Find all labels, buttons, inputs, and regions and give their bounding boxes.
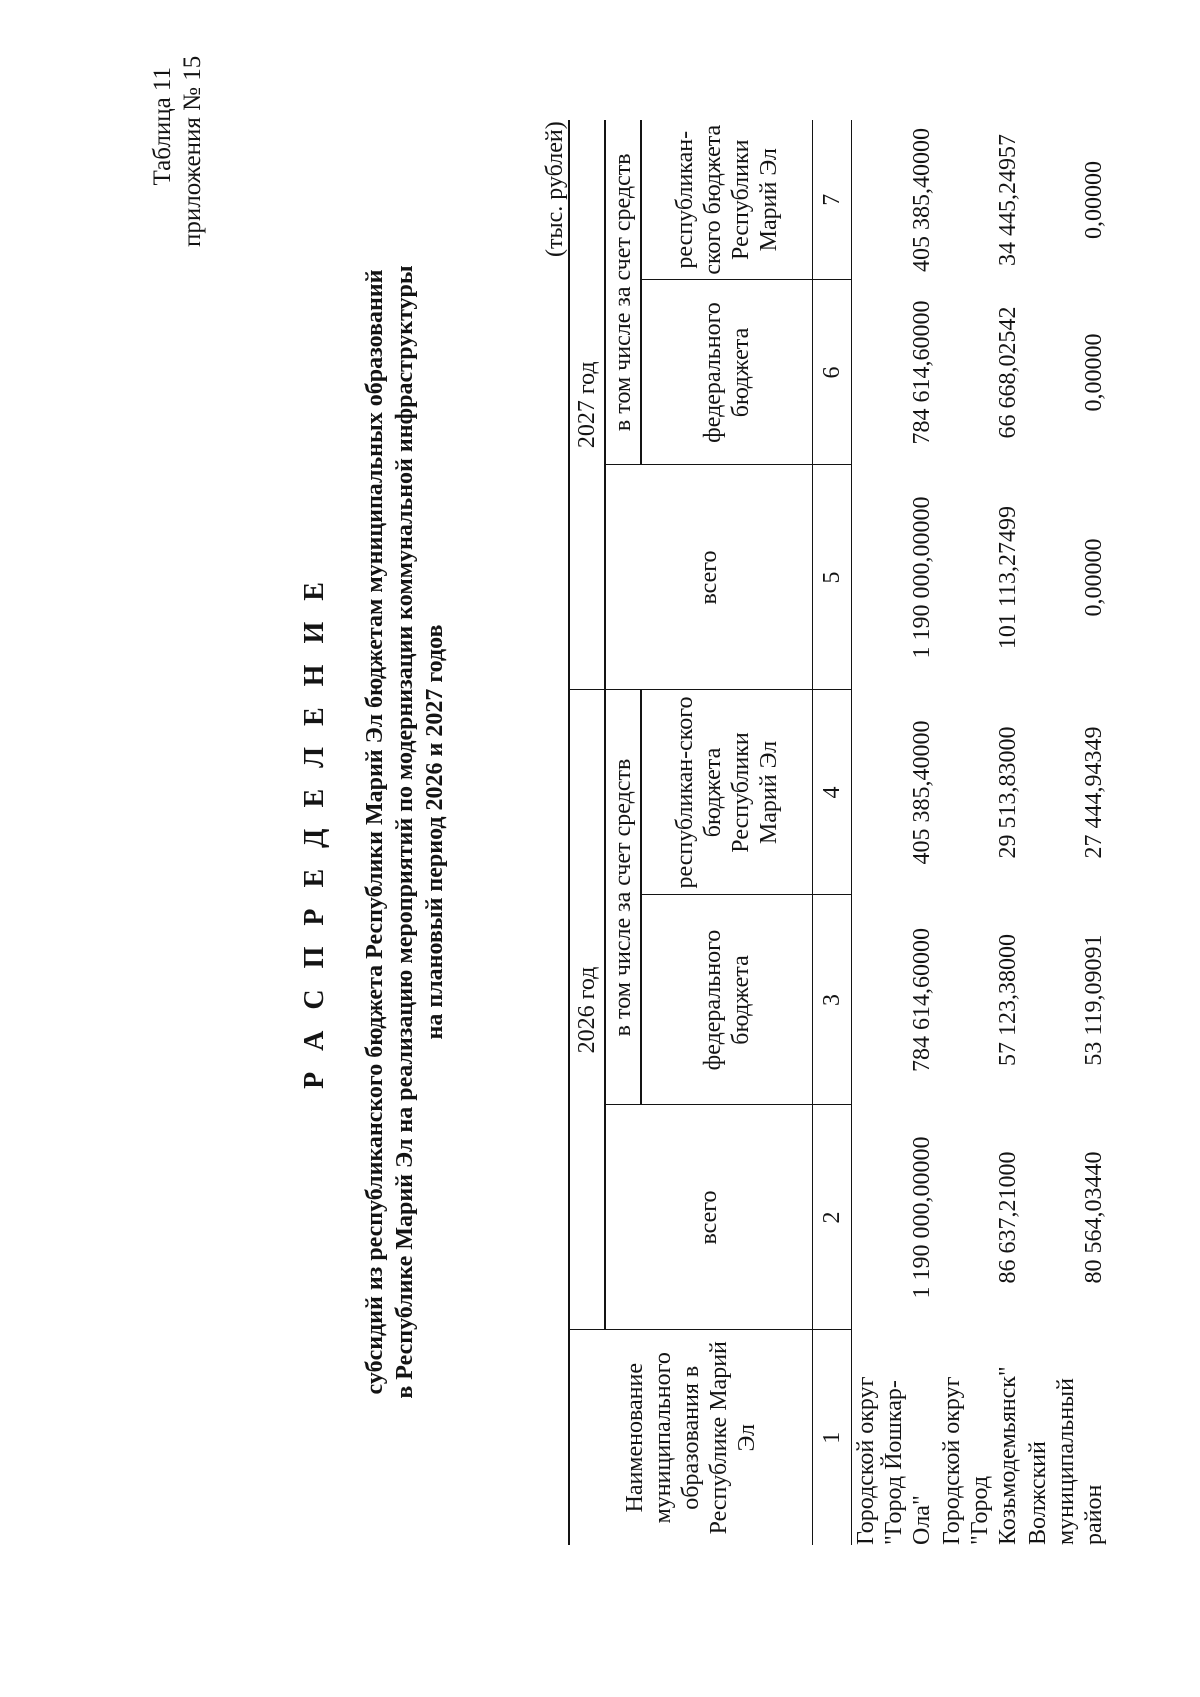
value-2027-federal: 66 668,02542 — [995, 306, 1021, 439]
header-year-2026: 2026 год — [569, 690, 605, 1330]
value-2027-republic: 0,00000 — [1081, 161, 1107, 239]
value-2026-federal: 784 614,60000 — [909, 928, 935, 1072]
table-number: Таблица 11 — [149, 67, 176, 186]
value-2026-republic: 29 513,83000 — [995, 726, 1021, 859]
header-year-2027: 2027 год — [569, 120, 605, 690]
value-2027-republic: 34 445,24957 — [995, 134, 1021, 266]
value-2027-total: 101 113,27499 — [995, 505, 1021, 650]
header-2027-republic: республикан-ского бюджета Республики Марий Эл — [641, 120, 813, 280]
units-label: (тыс. рублей) — [542, 121, 568, 257]
header-2026-total: всего — [605, 1105, 813, 1330]
column-number: 1 — [813, 1330, 852, 1545]
value-2026-federal: 53 119,09091 — [1081, 934, 1107, 1066]
column-number: 3 — [813, 895, 852, 1105]
header-2026-including: в том числе за счет средств — [605, 690, 641, 1105]
column-number-row — [813, 120, 852, 1545]
table-row — [1024, 120, 1110, 1545]
header-2026-republic: республикан-ского бюджета Республики Марий Эл — [641, 690, 813, 895]
table-reference — [148, 55, 208, 247]
column-number: 7 — [813, 120, 852, 280]
appendix-number: приложения № 15 — [179, 55, 206, 247]
header-2027-total: всего — [605, 465, 813, 690]
value-2026-total: 80 564,03440 — [1081, 1151, 1107, 1284]
column-number: 2 — [813, 1105, 852, 1330]
municipality-name: Городской округ "Город Козьмодемьянск" — [939, 1366, 1021, 1545]
header-municipality: Наименование муниципального образования в Республике Марий Эл — [569, 1330, 813, 1545]
value-2026-total: 1 190 000,00000 — [909, 1136, 935, 1299]
distribution-table — [568, 120, 1110, 1545]
value-2027-federal: 784 614,60000 — [909, 300, 935, 445]
header-2027-federal: федерального бюджета — [641, 280, 813, 465]
value-2026-republic: 405 385,40000 — [909, 720, 935, 865]
value-2027-total: 1 190 000,00000 — [909, 496, 935, 659]
table-row — [852, 120, 939, 1545]
column-number: 6 — [813, 280, 852, 465]
value-2026-total: 86 637,21000 — [995, 1151, 1021, 1284]
document-subtitle-line-2: в Республике Марий Эл на реализацию мероприятий по модернизации коммунальной инфраструктуры — [392, 265, 418, 1399]
column-number: 5 — [813, 465, 852, 690]
value-2027-federal: 0,00000 — [1081, 333, 1107, 412]
value-2027-republic: 405 385,40000 — [909, 128, 935, 272]
document-subtitle-line-3: на плановый период 2026 и 2027 годов — [422, 624, 448, 1040]
value-2026-federal: 57 123,38000 — [995, 934, 1021, 1066]
document-subtitle-line-1: субсидий из республиканского бюджета Республики Марий Эл бюджетам муниципальных образований — [362, 269, 388, 1395]
municipality-name: Волжский муниципальный район — [1025, 1377, 1107, 1545]
value-2027-total: 0,00000 — [1081, 538, 1107, 617]
value-2026-republic: 27 444,94349 — [1081, 726, 1107, 859]
municipality-name: Городской округ "Город Йошкар-Ола" — [853, 1376, 935, 1545]
document-title-block — [298, 117, 450, 1547]
table-row — [938, 120, 1024, 1545]
header-2027-including: в том числе за счет средств — [605, 120, 641, 465]
header-2026-federal: федерального бюджета — [641, 895, 813, 1105]
document-title: Р А С П Р Е Д Е Л Е Н И Е — [299, 575, 330, 1089]
column-number: 4 — [813, 690, 852, 895]
